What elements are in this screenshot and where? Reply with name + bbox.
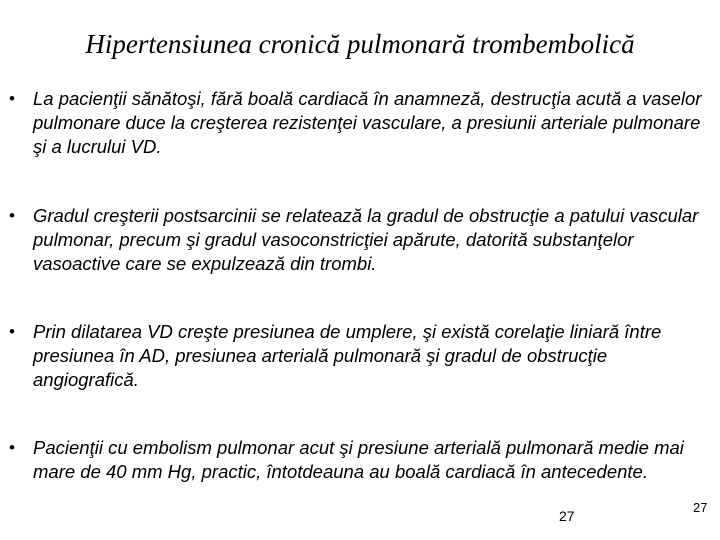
bullet-item bbox=[9, 436, 713, 484]
slide-title: Hipertensiunea cronică pulmonară trombembolică bbox=[85, 29, 635, 59]
page-number: 27 bbox=[559, 508, 575, 524]
bullet-text: Prin dilatarea VD creşte presiunea de umplere, şi există corelaţie liniară între presiunea în AD, presiunea arterială pulmonară şi gradul de obstrucţie angiografică. bbox=[33, 321, 662, 390]
bullet-marker: • bbox=[9, 206, 15, 225]
bullet-text: Pacienţii cu embolism pulmonar acut şi presiune arterială pulmonară medie mai mare de 40 mm Hg, practic, întotdeauna au boală cardiacă în antecedente. bbox=[33, 437, 684, 482]
bullet-marker: • bbox=[9, 322, 15, 341]
bullet-text: Gradul creşterii postsarcinii se relatează la gradul de obstrucţie a patului vascular pulmonar, precum şi gradul vasoconstricţiei apărute, datorită substanţelor vasoactive care se expulzează din trombi. bbox=[33, 205, 699, 274]
bullet-item bbox=[9, 87, 713, 159]
bullet-item bbox=[9, 204, 713, 276]
bullet-marker: • bbox=[9, 89, 15, 108]
bullet-text: La pacienţii sănătoşi, fără boală cardiacă în anamneză, destrucţia acută a vaselor pulmonare duce la creşterea rezistenţei vasculare, a presiunii arteriale pulmonare şi a lucrului VD. bbox=[33, 88, 702, 157]
bullet-marker: • bbox=[9, 438, 15, 457]
bullet-item bbox=[9, 320, 713, 392]
page-number-corner: 27 bbox=[693, 500, 708, 515]
